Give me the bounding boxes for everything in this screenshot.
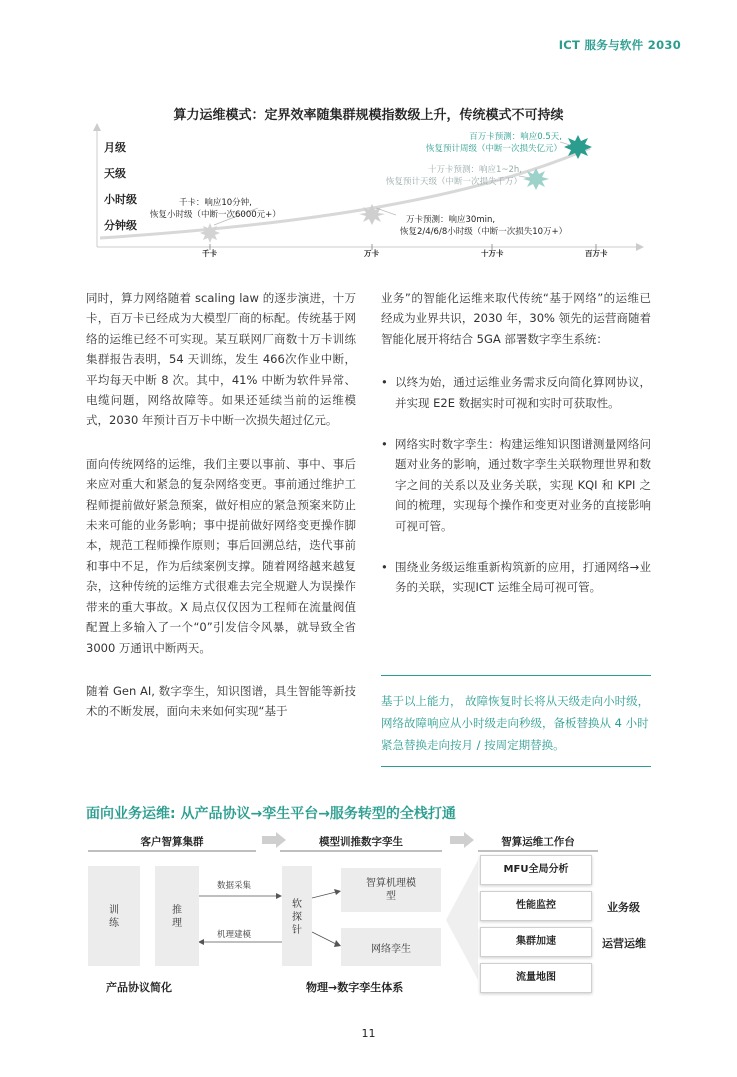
train-box <box>88 866 140 966</box>
y-level-hour: 小时级 <box>104 193 137 206</box>
right-column <box>381 288 651 619</box>
chart-title: 算力运维模式：定界效率随集群规模指数级上升，传统模式不可持续 <box>173 108 564 123</box>
highlight-callout <box>381 675 651 767</box>
side-label-business: 业务级 <box>607 901 640 914</box>
x-tick-label: 万卡 <box>364 249 379 258</box>
probe-box <box>282 866 312 966</box>
section-header-twin: 模型训推数字孪生 <box>280 834 442 852</box>
y-level-day: 天级 <box>104 167 126 180</box>
paragraph: 面向传统网络的运维，我们主要以事前、事中、事后来应对重大和紧急的复杂网络变更。事前通过维护工程师提前做好紧急预案，做好相应的紧急预案来防止未来可能的业务影响；事中提前做好网络变更操作脚本，规范工程师操作原则；事后回溯总结，迭代事前和事中不足，作为后续案例支撑。随着网络越来越复杂，这种传统的运维方式很难去完全规避人为误操作带来的重大事故。X 局点仅仅因为工程师在流量阀值配置上多输入了一个“0”引发信令风暴，就导致全省 3000 万通讯中断两天。 <box>86 456 356 655</box>
flow-arrow <box>262 832 286 848</box>
data-collect-label: 数据采集 <box>217 881 252 891</box>
footer-twin-system: 物理→数字孪生体系 <box>306 981 404 994</box>
network-twin-label: 网络孪生 <box>371 943 411 955</box>
footer-protocol: 产品协议简化 <box>106 981 172 994</box>
left-column <box>86 288 356 745</box>
workbench-traffic-map: 流量地图 <box>480 963 592 993</box>
annotation-ten-thousand: 万卡预测：响应30min, 恢复2/4/6/8小时级（中断一次损失10万+） <box>400 215 568 237</box>
flow-arrow <box>450 832 474 848</box>
bullet-item: • 以终为始，通过运维业务需求反向简化算网协议，并实现 E2E 数据实时可视和实时可获取性。 <box>381 372 651 413</box>
y-level-month: 月级 <box>104 141 126 154</box>
arrow-to-model <box>312 892 336 898</box>
section-header-cluster: 客户智算集群 <box>88 834 256 852</box>
page-number: 11 <box>361 1027 376 1040</box>
paragraph: 随着 Gen AI, 数字孪生，知识图谱，具生智能等新技术的不断发展，面向未来如何实现“基于 <box>86 683 356 719</box>
workbench-cluster-accel: 集群加速 <box>480 927 592 957</box>
workbench-perf-monitor: 性能监控 <box>480 891 592 921</box>
network-twin-box <box>341 928 441 966</box>
bullet-item: • 围绕业务级运维重新构筑新的应用，打通网络→业务的关联，实现ICT 运维全局可视可管。 <box>381 557 651 598</box>
annotation-thousand: 千卡：响应10分钟, 恢复小时级（中断一次6000元+） <box>150 198 281 220</box>
projection-fan <box>446 860 478 980</box>
mechanism-model-label: 智算机理模型 <box>366 878 416 902</box>
y-axis-arrow <box>93 123 101 131</box>
mechanism-model-box <box>341 868 441 912</box>
probe-label: 软探针 <box>292 899 302 936</box>
section-header-workbench: 智算运维工作台 <box>478 834 598 852</box>
running-header: ICT 服务与软件 2030 <box>558 38 681 52</box>
annotation-hundred-thousand: 十万卡预测：响应1~2h, 恢复预计天级（中断一次损失千万） <box>385 165 522 187</box>
x-tick-label: 千卡 <box>202 249 217 258</box>
annotation-million: 百万卡预测：响应0.5天, 恢复预计周级（中断一次损失亿元） <box>425 132 562 154</box>
infer-label: 推理 <box>172 905 182 929</box>
bullet-item: • 网络实时数字孪生：构建运维知识图谱测量网络问题对业务的影响，通过数字孪生关联物理世界和数字之间的关系以及业务关联，实现 KQI 和 KPI 之间的梳理，实现每个操作和变更对业务的直接影响可视可管。 <box>381 434 651 536</box>
side-label-ops: 运营运维 <box>602 937 646 950</box>
y-level-minute: 分钟级 <box>104 219 137 232</box>
arrow-to-twin <box>312 932 336 944</box>
callout-text: 基于以上能力， 故障恢复时长将从天级走向小时级，网络故障响应从小时级走向秒级，备板替换从 4 小时紧急替换走向按月 / 按周定期替换。 <box>381 694 650 752</box>
mechanism-label: 机理建模 <box>217 930 252 940</box>
x-axis-arrow <box>636 243 644 251</box>
paragraph: 业务”的智能化运维来取代传统“基于网络”的运维已经成为业界共识，2030 年，30% 领先的运营商随着智能化展开将结合 5GA 部署数字孪生系统： <box>381 291 651 346</box>
workbench-mfu: MFU全局分析 <box>480 855 592 885</box>
paragraph: 同时，算力网络随着 scaling law 的逐步演进，十万卡，百万卡已经成为大模型厂商的标配。传统基于网络的运维已经不可实现。某互联网厂商数十万卡训练集群报告表明，54 天训练，发生 466次作业中断，平均每天中断 8 次。其中，41% 中断为软件异常、电缆问题，网络故障等。如果还延续当前的运维模式，2030 年预计百万卡中断一次损失超过亿元。 <box>86 291 356 428</box>
x-tick-label: 十万卡 <box>481 249 504 258</box>
diagram-title: 面向业务运维: 从产品协议→孪生平台→服务转型的全栈打通 <box>86 806 456 822</box>
infer-box <box>155 866 199 966</box>
burst-marker-thousand <box>200 223 220 243</box>
train-label: 训练 <box>109 905 119 929</box>
x-tick-label: 百万卡 <box>585 249 608 258</box>
